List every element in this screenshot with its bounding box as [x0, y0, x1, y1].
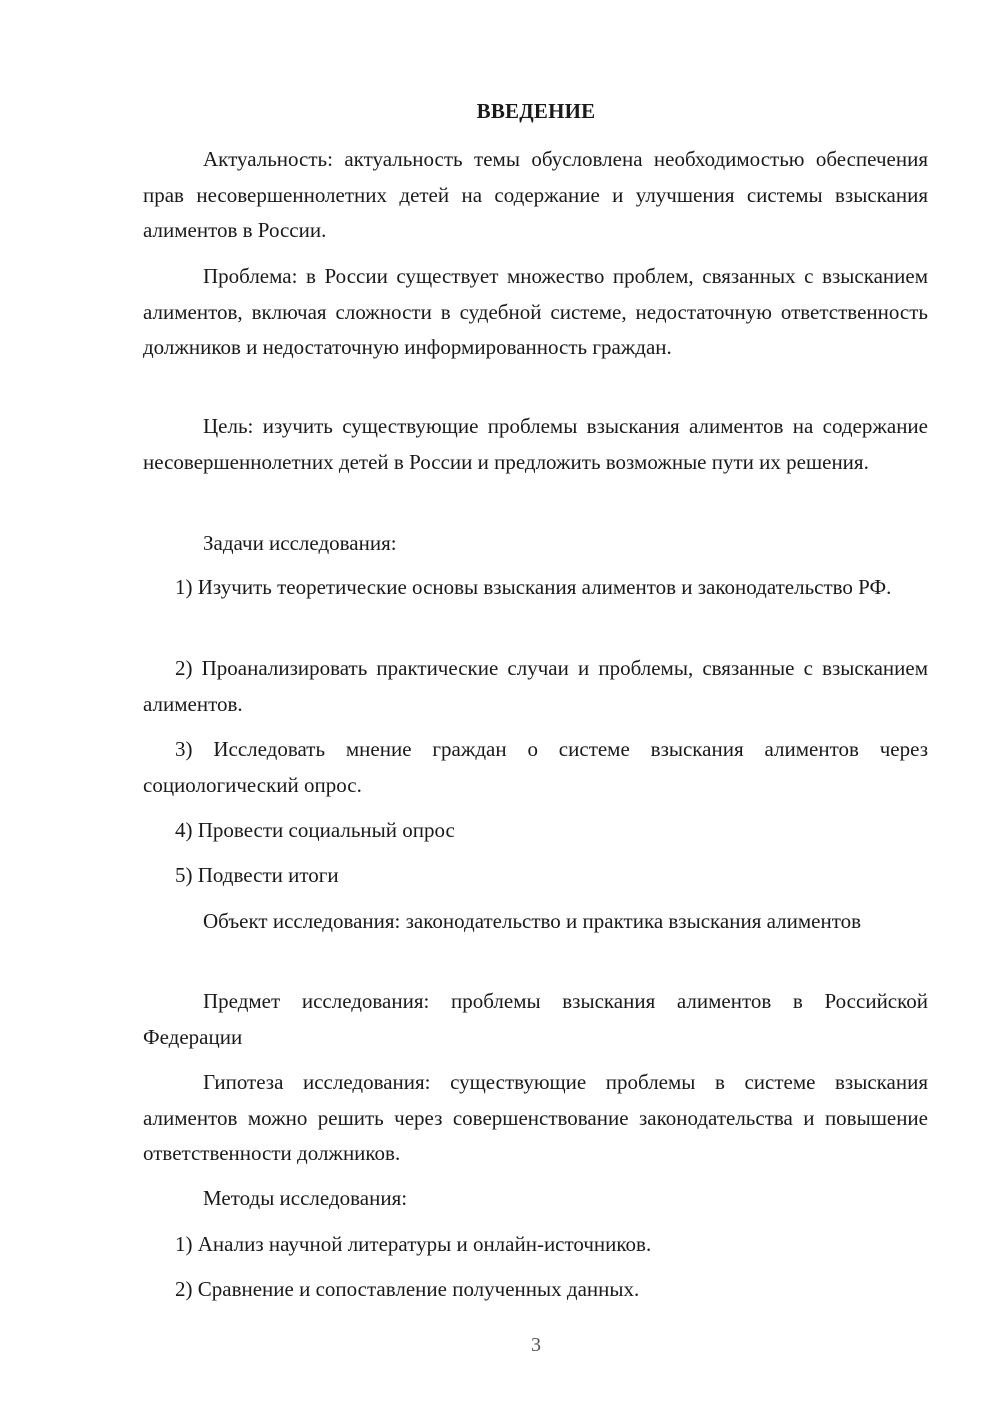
paragraph-methods-heading: Методы исследования: [203, 1186, 408, 1210]
list-item-task-5: 5) Подвести итоги [175, 863, 339, 887]
paragraph-object: Объект исследования: законодательство и практика взыскания алиментов [203, 909, 862, 933]
paragraph-hypothesis: Гипотеза исследования: существующие проблемы в системе взыскания алиментов можно решить через совершенствование законодательства и повышение ответственности должников. [143, 1070, 928, 1165]
list-item-task-1: 1) Изучить теоретические основы взыскания алиментов и законодательство РФ. [175, 575, 892, 599]
paragraph-problem: Проблема: в России существует множество проблем, связанных с взысканием алиментов, включая сложности в судебной системе, недостаточную ответственность должников и недостаточную информированность граждан. [143, 264, 928, 359]
paragraph-relevance: Актуальность: актуальность темы обусловлена необходимостью обеспечения прав несовершеннолетних детей на содержание и улучшения системы взыскания алиментов в России. [143, 147, 928, 242]
list-item-task-3: 3) Исследовать мнение граждан о системе взыскания алиментов через социологический опрос. [143, 737, 928, 797]
list-item-task-4: 4) Провести социальный опрос [175, 818, 455, 842]
page-number: 3 [531, 1334, 541, 1356]
list-item-task-2: 2) Проанализировать практические случаи и проблемы, связанные с взысканием алиментов. [143, 656, 928, 716]
paragraph-subject: Предмет исследования: проблемы взыскания алиментов в Российской Федерации [143, 989, 928, 1049]
section-heading: ВВЕДЕНИЕ [476, 99, 596, 123]
list-item-method-2: 2) Сравнение и сопоставление полученных данных. [175, 1277, 640, 1301]
paragraph-goal: Цель: изучить существующие проблемы взыскания алиментов на содержание несовершеннолетних детей в России и предложить возможные пути их решения. [143, 414, 928, 474]
list-item-method-1: 1) Анализ научной литературы и онлайн-источников. [175, 1232, 652, 1256]
paragraph-tasks-heading: Задачи исследования: [203, 531, 397, 555]
